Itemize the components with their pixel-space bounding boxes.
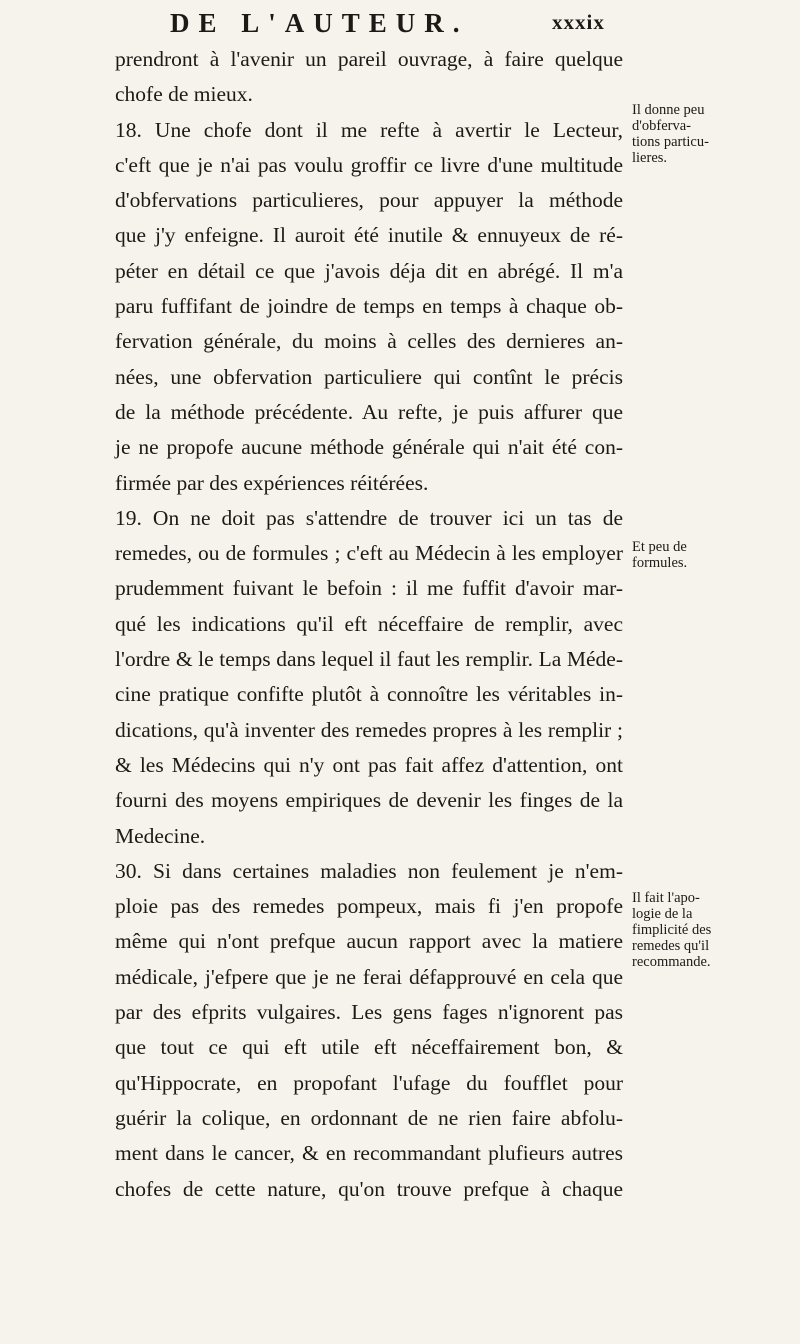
text-line: péter en détail ce que j'avois déja dit en abrégé. Il m'a — [115, 258, 623, 283]
text-line: médicale, j'efpere que je ne ferai défapprouvé en cela que — [115, 964, 623, 989]
text-line: remedes, ou de formules ; c'eft au Médecin à les employer — [115, 541, 623, 566]
margin-note — [632, 102, 782, 166]
text-line: même qui n'ont prefque aucun rapport avec la matiere — [115, 929, 623, 954]
text-line: d'obfervations particulieres, pour appuyer la méthode — [115, 188, 623, 213]
margin-note-line: logie de la — [632, 906, 693, 922]
body-text — [115, 42, 623, 1207]
text-line: que tout ce qui eft utile eft néceffairement bon, & — [115, 1035, 623, 1060]
text-line: c'eft que je n'ai pas voulu groffir ce livre d'une multitude — [115, 152, 623, 177]
margin-note — [632, 890, 782, 970]
text-line: 30. Si dans certaines maladies non feulement je n'em- — [115, 858, 623, 883]
text-line: cine pratique confifte plutôt à connoître les véritables in- — [115, 682, 623, 707]
margin-note-line: fimplicité des — [632, 922, 712, 938]
margin-note-line: Il fait l'apo- — [632, 890, 700, 906]
text-line: que j'y enfeigne. Il auroit été inutile & ennuyeux de ré- — [115, 223, 623, 248]
text-line: 18. Une chofe dont il me refte à avertir le Lecteur, — [115, 117, 623, 142]
page-number: xxxix — [552, 10, 605, 34]
margin-note-line: Il donne peu — [632, 102, 705, 118]
margin-note-line: d'obferva- — [632, 118, 691, 134]
text-line: 19. On ne doit pas s'attendre de trouver ici un tas de — [115, 505, 623, 530]
margin-note — [632, 539, 782, 571]
text-line: dications, qu'à inventer des remedes propres à les remplir ; — [115, 717, 623, 742]
margin-note-line: remedes qu'il — [632, 938, 710, 954]
text-line: chofe de mieux. — [115, 82, 253, 107]
text-line: qué les indications qu'il eft néceffaire de remplir, avec — [115, 611, 623, 636]
text-line: ment dans le cancer, & en recommandant plufieurs autres — [115, 1141, 623, 1166]
text-line: de la méthode précédente. Au refte, je puis affurer que — [115, 399, 623, 424]
text-line: paru fuffifant de joindre de temps en temps à chaque ob- — [115, 294, 623, 319]
text-line: & les Médecins qui n'y ont pas fait affez d'attention, ont — [115, 752, 623, 777]
margin-note-line: lieres. — [632, 150, 668, 166]
text-line: chofes de cette nature, qu'on trouve prefque à chaque — [115, 1176, 623, 1201]
text-line: l'ordre & le temps dans lequel il faut les remplir. La Méde- — [115, 647, 623, 672]
text-line: qu'Hippocrate, en propofant l'ufage du foufflet pour — [115, 1070, 623, 1095]
text-line: je ne propofe aucune méthode générale qui n'ait été con- — [115, 435, 623, 460]
text-line: ploie pas des remedes pompeux, mais fi j'en propofe — [115, 894, 623, 919]
running-head: DE L'AUTEUR. — [170, 8, 469, 38]
text-line: par des efprits vulgaires. Les gens fages n'ignorent pas — [115, 1000, 623, 1025]
text-line: fervation générale, du moins à celles des dernieres an- — [115, 329, 623, 354]
text-line: prendront à l'avenir un pareil ouvrage, à faire quelque — [115, 47, 623, 71]
text-line: fourni des moyens empiriques de devenir les finges de la — [115, 788, 623, 813]
page-header — [0, 6, 800, 40]
margin-note-line: tions particu- — [632, 134, 709, 150]
text-line: firmée par des expériences réitérées. — [115, 470, 429, 495]
margin-note-line: recommande. — [632, 954, 711, 970]
margin-note-line: Et peu de — [632, 539, 687, 555]
text-line: nées, une obfervation particuliere qui contînt le précis — [115, 364, 623, 389]
margin-note-line: formules. — [632, 555, 688, 571]
text-line: Medecine. — [115, 823, 206, 848]
text-line: prudemment fuivant le befoin : il me fuffit d'avoir mar- — [115, 576, 623, 601]
text-line: guérir la colique, en ordonnant de ne rien faire abfolu- — [115, 1105, 623, 1130]
